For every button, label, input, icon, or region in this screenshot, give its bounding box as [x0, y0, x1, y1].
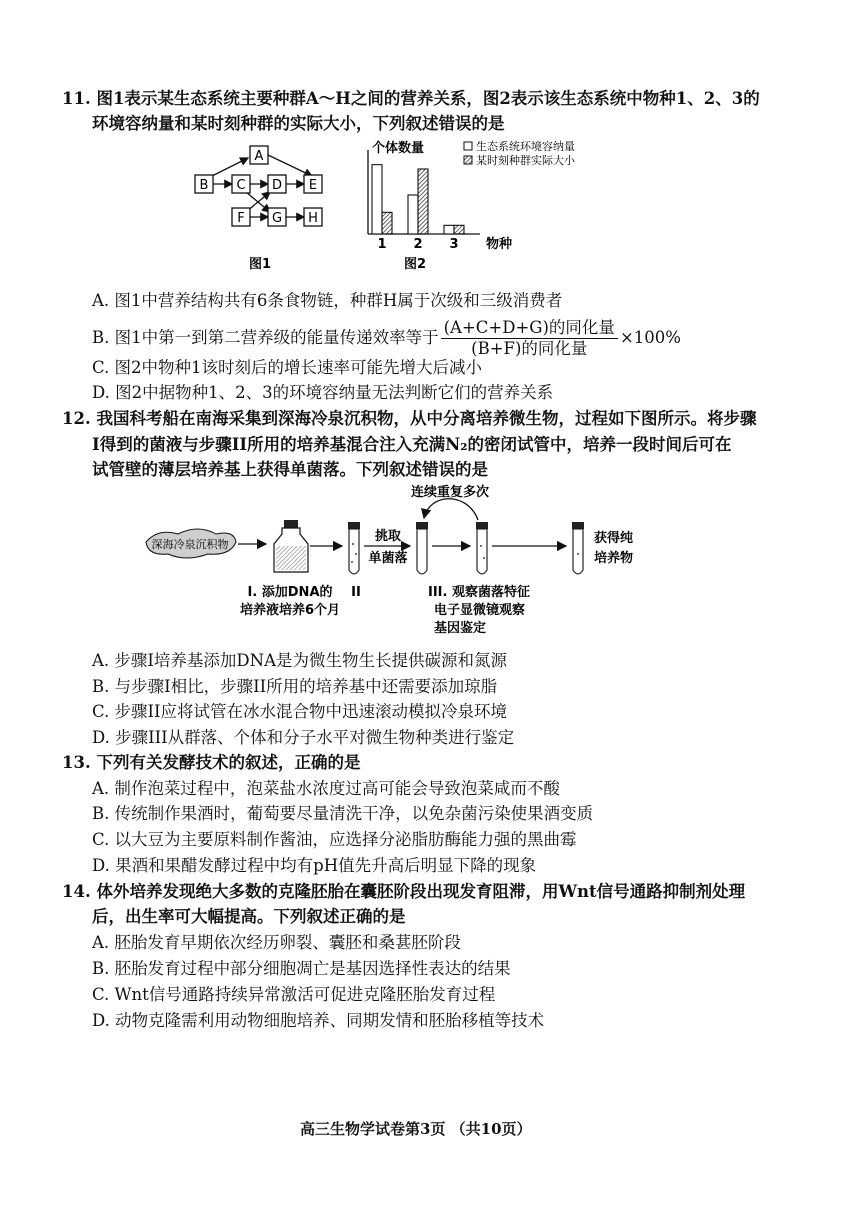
q14-option-c[interactable]: C. Wnt信号通路持续异常激活可促进克隆胚胎发育过程	[92, 985, 496, 1004]
node-G	[268, 208, 286, 226]
q12-option-b[interactable]: B. 与步骤I相比，步骤II所用的培养基中还需要添加琼脂	[92, 677, 498, 696]
result-label-2: 培养物	[594, 551, 634, 566]
x-tick-label: 3	[449, 237, 459, 252]
sediment-label: 深海冷泉沉积物	[151, 538, 229, 551]
pick-label-2: 单菌落	[368, 551, 408, 566]
x-tick-label: 1	[377, 237, 387, 252]
final-tube-icon	[572, 522, 584, 574]
node-E	[304, 175, 322, 193]
bar-actual-species-2	[418, 169, 428, 234]
node-B	[195, 175, 213, 193]
svg-text:E: E	[308, 178, 318, 193]
test-tube-2-icon	[348, 522, 360, 574]
q14-option-a[interactable]: A. 胚胎发育早期依次经历卵裂、囊胚和桑葚胚阶段	[92, 933, 461, 952]
step1-caption-1: I. 添加DNA的	[247, 585, 333, 600]
q11-bar-chart	[350, 138, 610, 278]
x-axis-label: 物种	[486, 237, 513, 252]
svg-text:H: H	[308, 211, 318, 226]
culture-flask-icon	[274, 520, 308, 572]
step3-caption-2: 电子显微镜观察	[434, 603, 526, 618]
q14-stem-line1: 14. 体外培养发现绝大多数的克隆胚胎在囊胚阶段出现发育阻滞，用Wnt信号通路抑制剂处理	[62, 882, 746, 901]
legend-capacity: 生态系统环境容纳量	[476, 140, 575, 153]
q12-option-a[interactable]: A. 步骤I培养基添加DNA是为微生物生长提供碳源和氮源	[92, 651, 508, 670]
legend-swatch-actual	[464, 156, 472, 164]
q11-option-b-fraction	[441, 318, 618, 359]
q11-option-a[interactable]: A. 图1中营养结构共有6条食物链，种群H属于次级和三级消费者	[92, 291, 563, 310]
q12-stem-line2: I得到的菌液与步骤II所用的培养基混合注入充满N₂的密闭试管中，培养一段时间后可在	[92, 435, 732, 454]
step2-caption: II	[351, 585, 361, 600]
bar-capacity-species-3	[444, 225, 454, 234]
legend-swatch-capacity	[464, 142, 472, 150]
node-C	[232, 175, 250, 193]
q11-option-c[interactable]: C. 图2中物种1该时刻后的增长速率可能先增大后减小	[92, 358, 483, 377]
q12-option-c[interactable]: C. 步骤II应将试管在冰水混合物中迅速滚动模拟冷泉环境	[92, 702, 508, 721]
q12-stem-line3: 试管壁的薄层培养基上获得单菌落。下列叙述错误的是	[92, 460, 488, 479]
q12-stem-line1: 12. 我国科考船在南海采集到深海冷泉沉积物，从中分离培养微生物，过程如下图所示。将步骤	[62, 409, 757, 428]
q14-option-d[interactable]: D. 动物克隆需利用动物细胞培养、同期发情和胚胎移植等技术	[92, 1011, 545, 1030]
q13-option-c[interactable]: C. 以大豆为主要原料制作酱油，应选择分泌脂肪酶能力强的黑曲霉	[92, 830, 577, 849]
bar-actual-species-3	[454, 225, 464, 234]
fig2-caption: 图2	[403, 257, 427, 272]
x-tick-label: 2	[413, 237, 423, 252]
step3-caption-3: 基因鉴定	[434, 621, 487, 634]
node-H	[304, 208, 322, 226]
bar-capacity-species-2	[408, 195, 418, 234]
repeat-loop-arrow	[424, 499, 478, 520]
q13-option-d[interactable]: D. 果酒和果醋发酵过程中均有pH值先升高后明显下降的现象	[92, 856, 537, 875]
node-D	[268, 175, 286, 193]
q11-option-b[interactable]	[92, 316, 681, 360]
q12-option-d[interactable]: D. 步骤III从群落、个体和分子水平对微生物种类进行鉴定	[92, 728, 515, 747]
pick-label-1: 挑取	[374, 529, 402, 544]
q14-option-b[interactable]: B. 胚胎发育过程中部分细胞凋亡是基因选择性表达的结果	[92, 959, 511, 978]
repeat-label: 连续重复多次	[410, 485, 490, 500]
bar-actual-species-1	[382, 212, 392, 234]
test-tube-3-icon	[416, 522, 428, 574]
q11-option-b-suffix: ×100%	[619, 328, 681, 347]
step1-caption-2: 培养液培养6个月	[239, 603, 341, 618]
q11-stem-line2: 环境容纳量和某时刻种群的实际大小，下列叙述错误的是	[92, 114, 505, 133]
q11-food-web-diagram	[190, 140, 340, 275]
fig1-caption: 图1	[248, 257, 272, 272]
legend-actual: 某时刻种群实际大小	[476, 154, 575, 167]
fraction-numerator: (A+C+D+G)的同化量	[441, 318, 618, 339]
svg-text:C: C	[236, 178, 246, 193]
svg-text:G: G	[271, 211, 283, 226]
svg-text:B: B	[199, 178, 209, 193]
q11-option-d[interactable]: D. 图2中据物种1、2、3的环境容纳量无法判断它们的营养关系	[92, 383, 554, 402]
q13-stem: 13. 下列有关发酵技术的叙述，正确的是	[62, 753, 361, 772]
svg-text:F: F	[237, 211, 245, 226]
result-label-1: 获得纯	[594, 531, 634, 546]
q11-stem-line1: 11. 图1表示某生态系统主要种群A～H之间的营养关系，图2表示该生态系统中物种1、2、3的	[62, 89, 760, 108]
y-axis-label: 个体数量	[372, 141, 425, 156]
test-tube-4-icon	[476, 522, 488, 574]
q12-process-diagram	[138, 484, 678, 634]
q13-option-a[interactable]: A. 制作泡菜过程中，泡菜盐水浓度过高可能会导致泡菜咸而不酸	[92, 779, 560, 798]
q14-stem-line2: 后，出生率可大幅提高。下列叙述正确的是	[92, 907, 406, 926]
node-A	[250, 146, 268, 164]
q13-option-b[interactable]: B. 传统制作果酒时，葡萄要尽量清洗干净，以免杂菌污染使果酒变质	[92, 804, 594, 823]
page-footer: 高三生物学试卷第3页 （共10页）	[300, 1120, 532, 1138]
q11-option-b-prefix: B. 图1中第一到第二营养级的能量传递效率等于	[92, 328, 439, 347]
svg-text:A: A	[254, 149, 264, 164]
bar-capacity-species-1	[372, 165, 382, 234]
node-F	[232, 208, 250, 226]
step3-caption-1: III. 观察菌落特征	[428, 585, 530, 600]
svg-text:D: D	[271, 178, 283, 193]
fraction-denominator: (B+F)的同化量	[471, 339, 588, 358]
